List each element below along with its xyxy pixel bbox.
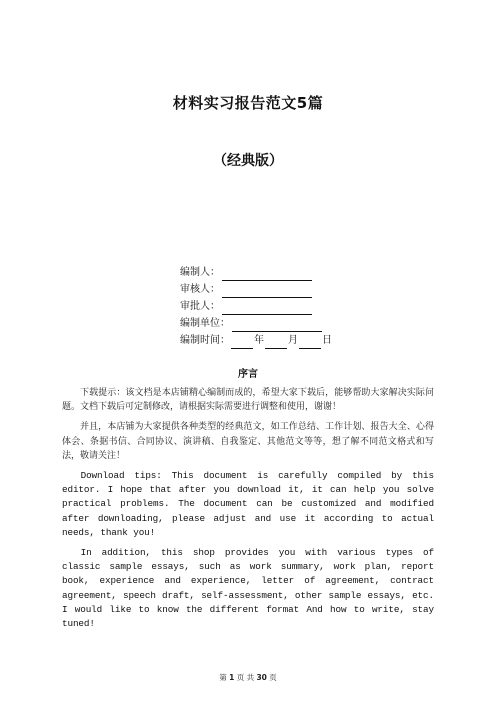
footer-prefix: 第 [219,673,227,682]
footer-suffix: 页 [269,673,277,682]
document-subtitle: （经典版） [213,153,283,169]
field-blank-line [222,285,312,298]
field-label: 编制人： [180,267,220,278]
day-blank-line [299,336,321,349]
year-blank-line [231,336,253,349]
signature-fields [180,264,332,349]
field-blank-line [222,268,312,281]
footer-page-number: 1 [229,673,235,682]
paragraph: 并且，本店铺为大家提供各种类型的经典范文，如工作总结、工作计划、报告大全、心得体会、条据书信、合同协议、演讲稿、自我鉴定、其他范文等等，想了解不同范文格式和写法，敬请关注！ [62,422,434,461]
document-title: 材料实习报告范文5篇 [172,94,324,112]
month-blank-line [265,336,287,349]
field-blank-line [232,319,322,332]
preface-title: 序言 [238,369,258,380]
footer-total-pages: 30 [256,673,267,682]
field-reviewer [180,281,332,298]
field-blank-line [222,302,312,315]
paragraph: In addition, this shop provides you with various types of classic sample essays, such as work summary, work plan, report book, experience and experience, letter of agreement, contract agreement, speech draft, self-assessment, other sample essays, etc. I would like to know the different format And how to write, stay tuned! [62,547,434,630]
paragraph: Download tips: This document is carefully compiled by this editor. I hope that after you download it, it can help you solve practical problems. The document can be customized and modified after downloading, please adjust and use it according to actual needs, thank you! [62,470,434,538]
field-label: 审核人： [180,284,220,295]
field-unit [180,315,332,332]
preface-body [62,386,434,637]
field-date [180,332,332,349]
field-label: 编制单位： [180,318,230,329]
page-footer [0,672,496,683]
footer-mid: 页 共 [236,673,255,682]
month-unit: 月 [288,335,298,346]
field-compiler [180,264,332,281]
field-approver [180,298,332,315]
year-unit: 年 [254,335,264,346]
field-label: 审批人： [180,301,220,312]
day-unit: 日 [322,335,332,346]
field-label: 编制时间： [180,335,230,346]
paragraph: 下载提示：该文档是本店铺精心编制而成的，希望大家下载后，能够帮助大家解决实际问题。文档下载后可定制修改，请根据实际需要进行调整和使用，谢谢！ [62,388,434,413]
